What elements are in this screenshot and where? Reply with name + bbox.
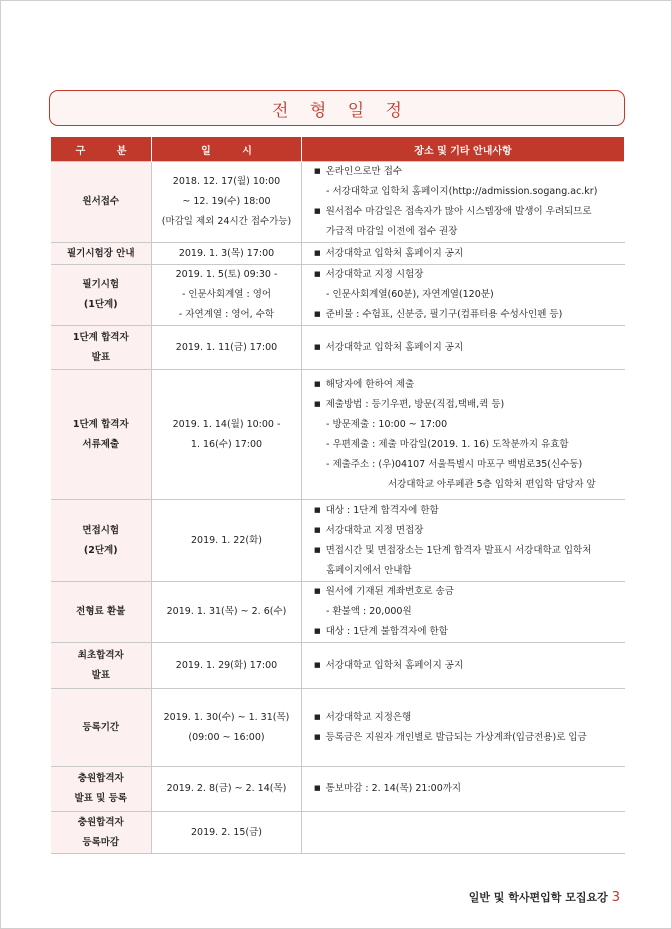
row-info (302, 370, 625, 500)
category-line: 면접시험 (82, 524, 120, 536)
category-line: 충원합격자 (77, 816, 124, 828)
section-title-box (49, 90, 625, 126)
row-category (51, 812, 152, 854)
header-info: 장소 및 기타 안내사항 (302, 137, 625, 162)
date-line: (마감일 제외 24시간 접수가능) (161, 216, 292, 227)
row-category (51, 326, 152, 370)
table-row (51, 582, 625, 643)
row-info (302, 243, 625, 265)
row-info (302, 500, 625, 582)
row-date (152, 812, 302, 854)
info-line: ■ 등록금은 지원자 개인별로 발급되는 가상계좌(입금전용)로 입금 (314, 728, 625, 748)
info-line: ■ 제출방법 : 등기우편, 방문(직접,택배,퀵 등) (314, 395, 625, 415)
page-footer (469, 889, 620, 905)
date-line: 2019. 1. 30(수) ~ 1. 31(목) (163, 711, 290, 723)
footer-text: 일반 및 학사편입학 모집요강 (468, 891, 608, 904)
schedule-table (50, 137, 625, 854)
category-line: 필기시험 (82, 279, 120, 290)
date-line: - 인문사회계열 : 영어 (181, 289, 272, 300)
date-line: ~ 12. 19(수) 18:00 (182, 196, 271, 207)
table-row (51, 767, 625, 812)
info-line: ■ 서강대학교 입학처 홈페이지 공지 (314, 656, 625, 676)
row-date (152, 643, 302, 689)
date-line: 2019. 1. 31(목) ~ 2. 6(수) (166, 606, 287, 617)
category-line: (1단계) (83, 299, 118, 310)
date-line: 2019. 1. 11(금) 17:00 (175, 341, 278, 353)
info-line: ■ 해당자에 한하여 제출 (314, 375, 625, 395)
info-line: ■ 대상 : 1단계 불합격자에 한함 (314, 622, 625, 642)
row-date (152, 767, 302, 812)
info-line: ■ 서강대학교 입학처 홈페이지 공지 (314, 244, 625, 264)
row-info (302, 643, 625, 689)
info-line: - 방문제출 : 10:00 ~ 17:00 (326, 418, 448, 430)
category-line: (2단계) (83, 544, 118, 556)
row-date (152, 582, 302, 643)
row-date (152, 265, 302, 326)
row-category (51, 767, 152, 812)
date-line: 2019. 1. 3(목) 17:00 (178, 247, 275, 259)
row-date (152, 162, 302, 243)
row-category (51, 243, 152, 265)
date-line: 2019. 2. 8(금) ~ 2. 14(목) (166, 783, 287, 794)
table-header-row (51, 137, 625, 162)
info-line: 서강대학교 아루페관 5층 입학처 편입학 담당자 앞 (388, 478, 596, 490)
row-info (302, 767, 625, 812)
header-category: 구 분 (51, 137, 152, 162)
category-line: 충원합격자 (77, 773, 124, 784)
table-row (51, 265, 625, 326)
info-line: 홈페이지에서 안내함 (326, 564, 412, 576)
table-row (51, 500, 625, 582)
table-row (51, 243, 625, 265)
category-line: 등록마감 (82, 836, 120, 848)
category-line: 1단계 합격자 (72, 331, 129, 343)
info-line: ■ 준비물 : 수험표, 신분증, 필기구(컴퓨터용 수성사인펜 등) (314, 305, 625, 325)
row-info (302, 689, 625, 767)
header-date: 일 시 (152, 137, 302, 162)
row-category (51, 162, 152, 243)
date-line: 2019. 2. 15(금) (191, 826, 262, 838)
info-line: ■ 통보마감 : 2. 14(목) 21:00까지 (314, 779, 625, 799)
row-date (152, 370, 302, 500)
category-line: 발표 (91, 351, 110, 363)
info-line: - 서강대학교 입학처 홈페이지(http://admission.sogang.ac.kr) (326, 186, 598, 197)
row-info (302, 582, 625, 643)
date-line: - 자연계열 : 영어, 수학 (178, 309, 275, 320)
category-line: 전형료 환불 (76, 606, 126, 617)
table-row (51, 689, 625, 767)
table-row (51, 326, 625, 370)
row-category (51, 582, 152, 643)
table-row (51, 643, 625, 689)
row-date (152, 689, 302, 767)
category-line: 필기시험장 안내 (66, 247, 135, 259)
category-line: 발표 및 등록 (74, 793, 127, 804)
row-info (302, 162, 625, 243)
info-line: ■ 면접시간 및 면접장소는 1단계 합격자 발표시 서강대학교 입학처 (314, 541, 625, 561)
info-line: - 환불액 : 20,000원 (326, 606, 412, 617)
info-line: ■ 서강대학교 지정은행 (314, 708, 625, 728)
category-line: 원서접수 (82, 196, 120, 207)
row-category (51, 689, 152, 767)
date-line: 1. 16(수) 17:00 (190, 438, 263, 450)
category-line: 최초합격자 (77, 649, 124, 661)
category-line: 1단계 합격자 (72, 418, 129, 430)
info-line: ■ 온라인으로만 접수 (314, 162, 625, 182)
date-line: (09:00 ~ 16:00) (188, 731, 265, 743)
info-line: - 우편제출 : 제출 마감일(2019. 1. 16) 도착분까지 유효함 (326, 438, 569, 450)
row-date (152, 243, 302, 265)
section-title: 전 형 일 정 (272, 100, 410, 121)
info-line: 가급적 마감일 이전에 접수 권장 (326, 226, 458, 237)
table-row (51, 812, 625, 854)
info-line: ■ 서강대학교 입학처 홈페이지 공지 (314, 338, 625, 358)
table-row (51, 370, 625, 500)
date-line: 2019. 1. 14(월) 10:00 - (172, 418, 281, 430)
row-date (152, 500, 302, 582)
page-number: 3 (611, 890, 620, 905)
info-line: - 인문사회계열(60분), 자연계열(120분) (326, 289, 494, 300)
info-line: ■ 서강대학교 지정 면접장 (314, 521, 625, 541)
row-category (51, 265, 152, 326)
info-line: ■ 서강대학교 지정 시험장 (314, 265, 625, 285)
row-category (51, 500, 152, 582)
category-line: 서류제출 (82, 438, 120, 450)
info-line: ■ 원서접수 마감일은 접속자가 많아 시스템장애 발생이 우려되므로 (314, 202, 625, 222)
row-date (152, 326, 302, 370)
info-line: ■ 원서에 기재된 계좌번호로 송금 (314, 582, 625, 602)
row-info (302, 326, 625, 370)
row-info (302, 265, 625, 326)
row-info (302, 812, 625, 854)
row-category (51, 370, 152, 500)
date-line: 2019. 1. 29(화) 17:00 (175, 659, 278, 671)
row-category (51, 643, 152, 689)
date-line: 2019. 1. 5(토) 09:30 - (175, 269, 278, 280)
info-line: ■ 대상 : 1단계 합격자에 한함 (314, 501, 625, 521)
info-line: - 제출주소 : (우)04107 서울특별시 마포구 백범로35(신수동) (326, 458, 583, 470)
category-line: 발표 (91, 669, 110, 681)
category-line: 등록기간 (82, 721, 120, 733)
date-line: 2018. 12. 17(월) 10:00 (172, 176, 281, 187)
date-line: 2019. 1. 22(화) (191, 534, 262, 546)
table-row (51, 162, 625, 243)
